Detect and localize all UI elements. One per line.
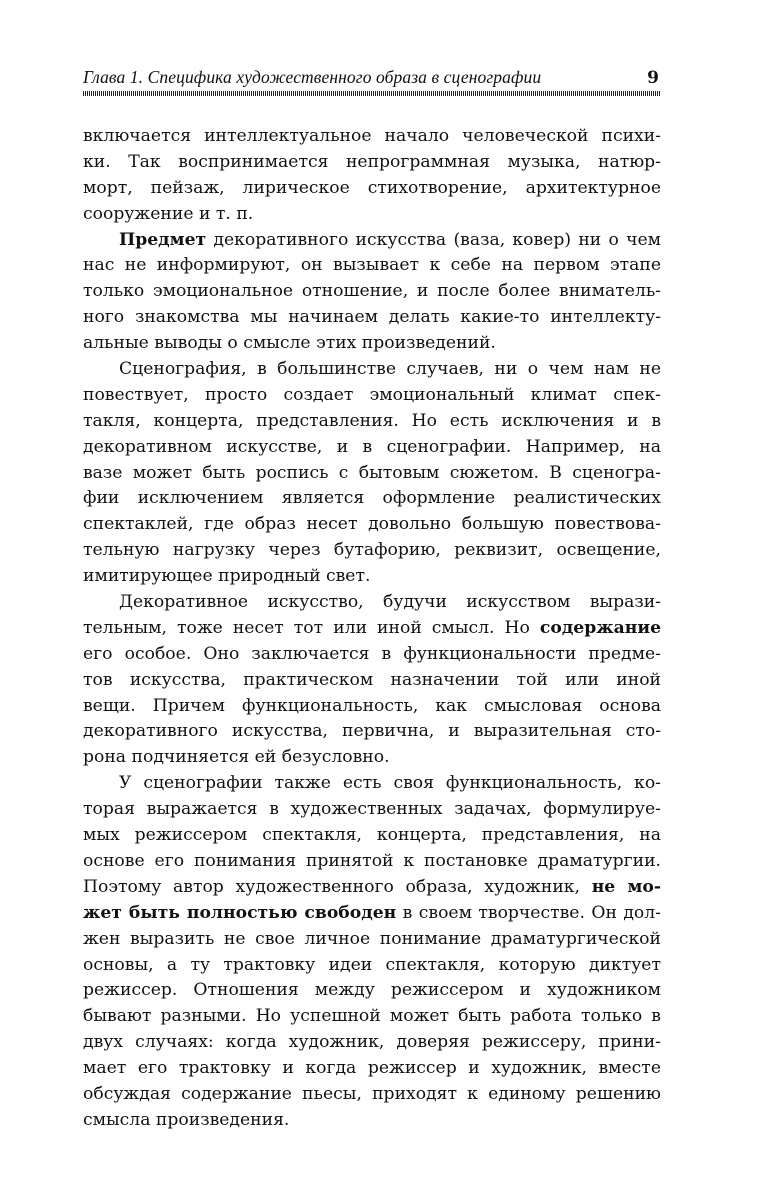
text-line [83,331,661,357]
text-line [83,616,661,642]
paragraph [83,124,661,228]
text-segment: его особое. Оно заключается в функциональности предме- [83,643,661,664]
bold-term: не мо- [591,876,661,897]
text-segment: мых режиссером спектакля, концерта, представления, на [83,825,661,846]
text-line [83,927,661,953]
text-line [83,357,661,383]
paragraph [83,590,661,771]
text-line [83,797,661,823]
text-segment: спектаклей, где образ несет довольно большую повествова- [83,514,661,535]
text-segment: бывают разными. Но успешной может быть работа только в [83,1006,661,1027]
header-rule [83,91,661,96]
text-line [83,1030,661,1056]
text-segment: рона подчиняется ей безусловно. [83,747,390,768]
text-line [83,849,661,875]
text-line [83,953,661,979]
text-segment: тельным, тоже несет тот или иной смысл. Но [83,617,540,638]
text-segment: ки. Так воспринимается непрограммная музыка, натюр- [83,151,661,172]
text-segment: Декоративное искусство, будучи искусством вырази- [119,592,661,613]
text-line [83,1004,661,1030]
text-line [83,823,661,849]
bold-term: содержание [539,617,661,638]
text-line [83,202,661,228]
chapter-title: Глава 1. Специфика художественного образа в сценографии [83,67,542,87]
text-line [83,150,661,176]
text-segment: двух случаях: когда художник, доверяя режиссеру, прини- [83,1032,661,1053]
text-segment: декоративного искусства (ваза, ковер) ни о чем [206,229,661,250]
text-segment: Поэтому автор художественного образа, художник, [83,876,592,897]
text-segment: режиссер. Отношения между режиссером и художником [83,980,661,1001]
text-segment: вещи. Причем функциональность, как смысловая основа [83,695,661,716]
text-line [83,745,661,771]
text-segment: только эмоциональное отношение, и после более вниматель- [83,281,661,302]
text-segment: У сценографии также есть своя функциональность, ко- [119,773,661,794]
text-line [83,435,661,461]
text-line [83,1056,661,1082]
text-segment: вазе может быть роспись с бытовым сюжетом. В сценогра- [83,462,661,483]
body-text [83,124,661,1134]
text-line [83,176,661,202]
text-segment: морт, пейзаж, лирическое стихотворение, архитектурное [83,177,661,198]
text-line [83,978,661,1004]
text-line [83,1082,661,1108]
text-segment: в своем творчестве. Он дол- [396,902,661,923]
running-header [83,62,661,88]
text-line [83,512,661,538]
text-line [83,124,661,150]
text-segment: декоративного искусства, первична, и выразительная сто- [83,721,661,742]
text-line [83,564,661,590]
text-segment: тельную нагрузку через бутафорию, реквизит, освещение, [83,540,661,561]
text-segment: ного знакомства мы начинаем делать какие-то интеллекту- [83,307,661,328]
text-line [83,253,661,279]
book-page [83,62,661,1134]
text-line [83,719,661,745]
text-line [83,486,661,512]
text-line [83,901,661,927]
text-segment: мает его трактовку и когда режиссер и художник, вместе [83,1058,661,1079]
text-line [83,668,661,694]
paragraph [83,771,661,1133]
text-segment: повествует, просто создает эмоциональный климат спек- [83,384,661,405]
text-line [83,590,661,616]
paragraph [83,357,661,590]
text-line [83,694,661,720]
text-segment: такля, концерта, представления. Но есть исключения и в [83,410,661,431]
text-segment: фии исключением является оформление реалистических [83,488,661,509]
text-segment: тов искусства, практическом назначении той или иной [83,669,661,690]
text-segment: нас не информируют, он вызывает к себе на первом этапе [83,255,661,276]
text-segment: сооружение и т. п. [83,203,254,224]
text-segment: жен выразить не свое личное понимание драматургической [83,928,661,949]
text-line [83,538,661,564]
text-segment: основы, а ту трактовку идеи спектакля, которую диктует [83,954,661,975]
text-segment: включается интеллектуальное начало человеческой психи- [83,126,661,146]
bold-term: жет быть полностью свободен [83,902,397,923]
text-segment: имитирующее природный свет. [83,566,371,587]
text-line [83,1108,661,1134]
text-line [83,305,661,331]
text-segment: декоративном искусстве, и в сценографии. Например, на [83,436,661,457]
text-segment: торая выражается в художественных задачах, формулируе- [83,799,661,820]
bold-term: Предмет [119,229,207,250]
text-segment: альные выводы о смысле этих произведений. [83,333,496,354]
paragraph [83,228,661,357]
text-segment: смысла произведения. [83,1109,290,1130]
text-line [83,383,661,409]
text-segment: обсуждая содержание пьесы, приходят к единому решению [83,1083,661,1104]
page-number: 9 [647,68,659,88]
text-line [83,228,661,254]
text-line [83,279,661,305]
text-line [83,642,661,668]
text-line [83,771,661,797]
text-line [83,409,661,435]
text-line [83,461,661,487]
text-segment: Сценография, в большинстве случаев, ни о чем нам не [119,359,661,380]
text-segment: основе его понимания принятой к постановке драматургии. [83,850,661,871]
text-line [83,875,661,901]
